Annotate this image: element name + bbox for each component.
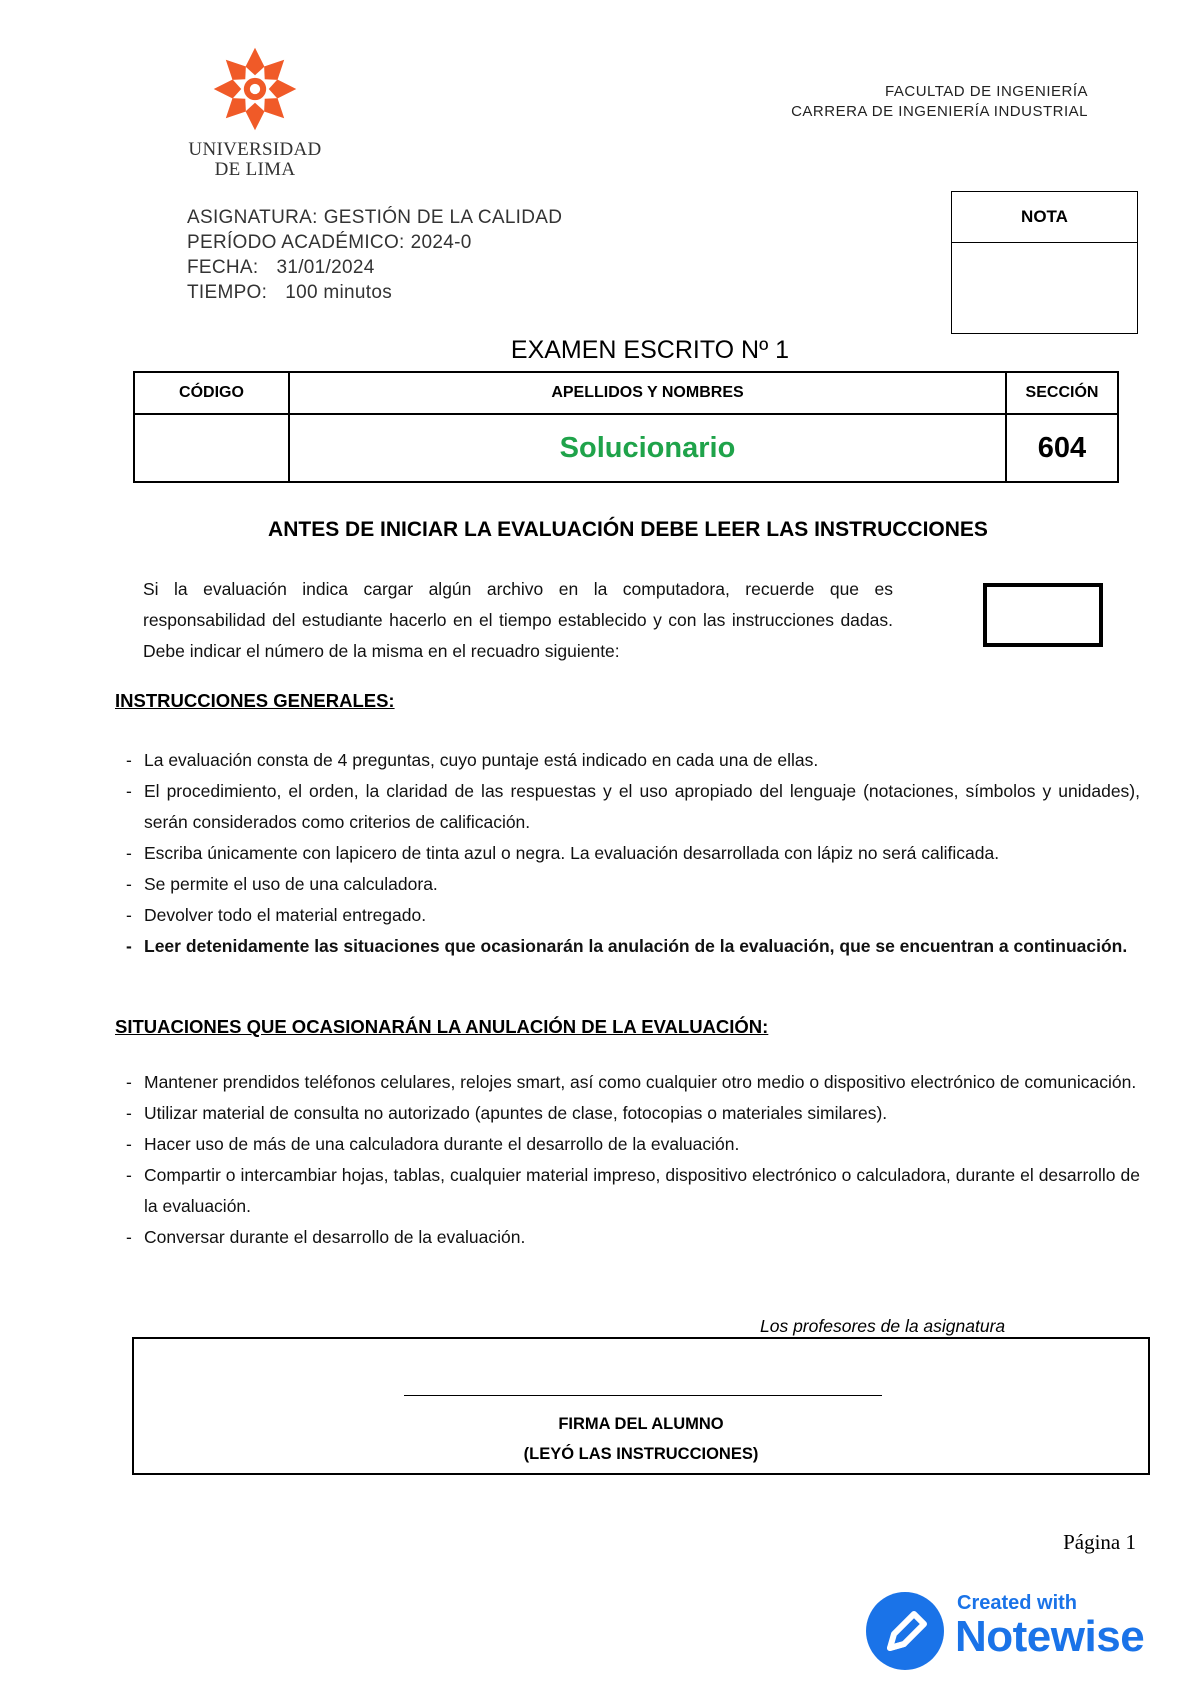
signature-box (132, 1337, 1150, 1475)
signature-label: FIRMA DEL ALUMNO (558, 1415, 724, 1433)
list-item: - Leer detenidamente las situaciones que ocasionarán la anulación de la evaluación, que se encuentran a continuación. (126, 933, 1140, 959)
list-item: - Utilizar material de consulta no autorizado (apuntes de clase, fotocopias o materiales similares). (126, 1098, 1140, 1129)
section-header: SECCIÓN (1007, 373, 1117, 415)
general-instructions-list (126, 745, 1140, 959)
grade-box (951, 191, 1138, 334)
subject-row (187, 205, 562, 230)
list-item: - Hacer uso de más de una calculadora durante el desarrollo de la evaluación. (126, 1129, 1140, 1160)
annulment-list (126, 1067, 1140, 1253)
university-logo-icon (212, 46, 298, 132)
date-value: 31/01/2024 (276, 257, 375, 278)
grade-label: NOTA (952, 192, 1137, 243)
name-header: APELLIDOS Y NOMBRES (290, 373, 1007, 415)
date-row (187, 255, 562, 280)
university-name-line2: DE LIMA (214, 159, 296, 180)
list-item: - La evaluación consta de 4 preguntas, cuyo puntaje está indicado en cada una de ellas. (126, 745, 1140, 776)
pencil-icon (866, 1592, 944, 1670)
faculty-header (791, 82, 1088, 122)
time-label: TIEMPO: (187, 282, 268, 303)
exam-title: EXAMEN ESCRITO Nº 1 (510, 336, 790, 364)
student-info-table (133, 371, 1119, 483)
period-value: 2024-0 (410, 232, 472, 253)
list-item: - Mantener prendidos teléfonos celulares, relojes smart, así como cualquier otro medio o dispositivo electrónico de comunicación. (126, 1067, 1140, 1098)
name-cell[interactable]: Solucionario (290, 415, 1007, 481)
list-item: - Conversar durante el desarrollo de la evaluación. (126, 1222, 1140, 1253)
list-item: - Devolver todo el material entregado. (126, 900, 1140, 931)
section-cell[interactable]: 604 (1037, 431, 1087, 464)
file-number-box[interactable] (983, 583, 1103, 647)
grade-field[interactable] (952, 243, 1137, 333)
badge-created-with: Created with (957, 1592, 1078, 1614)
time-row (187, 280, 562, 305)
list-item: - Se permite el uso de una calculadora. (126, 869, 1140, 900)
course-info (187, 205, 562, 305)
date-label: FECHA: (187, 257, 259, 278)
list-item: - Compartir o intercambiar hojas, tablas, cualquier material impreso, dispositivo electrónico o calculadora, durante el desarrollo de la evaluación. (126, 1160, 1140, 1222)
badge-brand: Notewise (955, 1612, 1145, 1661)
general-instructions-heading: INSTRUCCIONES GENERALES: (115, 690, 395, 711)
career-name: CARRERA DE INGENIERÍA INDUSTRIAL (791, 103, 1088, 120)
university-name (170, 140, 340, 180)
instructions-warning: ANTES DE INICIAR LA EVALUACIÓN DEBE LEER LAS INSTRUCCIONES (268, 518, 988, 541)
period-row (187, 230, 562, 255)
signature-sublabel: (LEYÓ LAS INSTRUCCIONES) (523, 1445, 759, 1463)
professors-label: Los profesores de la asignatura (760, 1316, 1006, 1336)
code-header: CÓDIGO (135, 373, 290, 415)
time-value: 100 minutos (285, 282, 393, 303)
annulment-heading: SITUACIONES QUE OCASIONARÁN LA ANULACIÓN DE LA EVALUACIÓN: (115, 1016, 769, 1037)
university-name-line1: UNIVERSIDAD (188, 139, 322, 160)
period-label: PERÍODO ACADÉMICO: (187, 232, 405, 253)
subject-value: GESTIÓN DE LA CALIDAD (323, 207, 563, 228)
list-item: - El procedimiento, el orden, la claridad de las respuestas y el uso apropiado del lenguaje (notaciones, símbolos y unidades), serán considerados como criterios de calificación. (126, 776, 1140, 838)
signature-line[interactable] (404, 1395, 882, 1396)
code-cell[interactable] (135, 415, 290, 481)
subject-label: ASIGNATURA: (187, 207, 318, 228)
faculty-name: FACULTAD DE INGENIERÍA (885, 83, 1088, 100)
upload-paragraph: Si la evaluación indica cargar algún archivo en la computadora, recuerde que es responsabilidad del estudiante hacerlo en el tiempo establecido y con las instrucciones dadas. Debe indicar el número de la misma en el recuadro siguiente: (143, 579, 893, 661)
page-number: Página 1 (1063, 1530, 1136, 1554)
list-item: - Escriba únicamente con lapicero de tinta azul o negra. La evaluación desarrollada con lápiz no será calificada. (126, 838, 1140, 869)
